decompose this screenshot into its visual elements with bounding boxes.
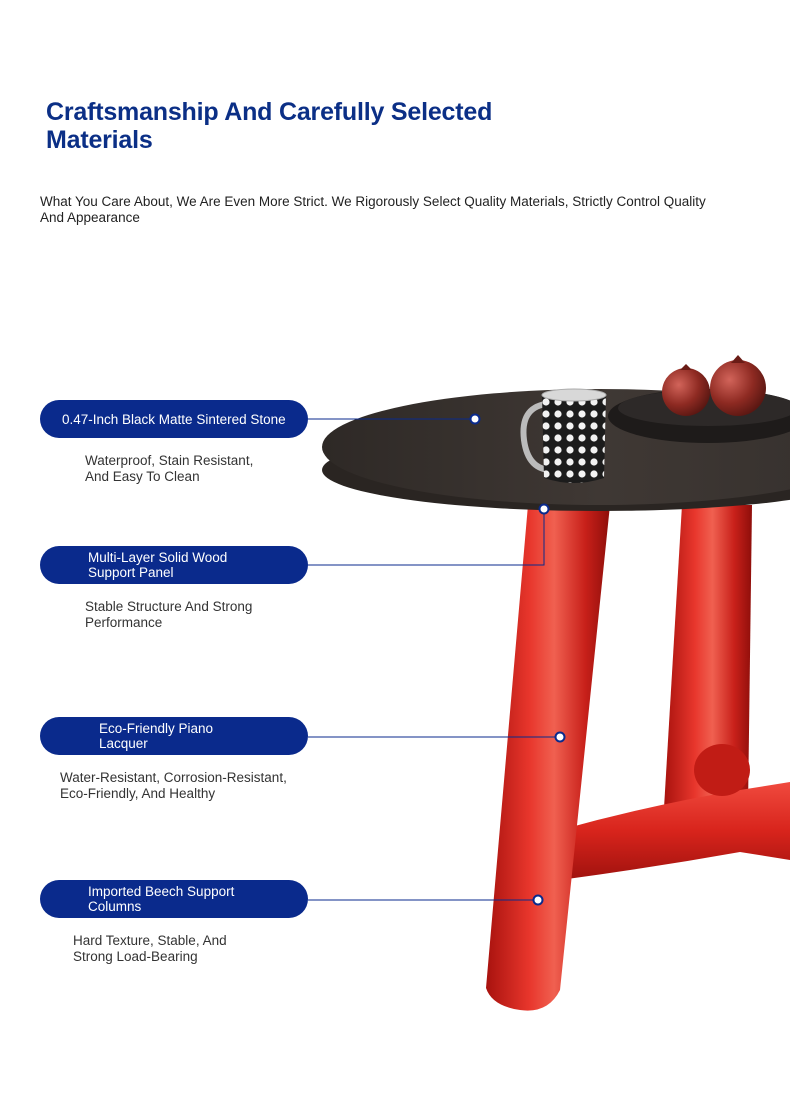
callout-dot bbox=[540, 505, 549, 514]
page-subtitle: What You Care About, We Are Even More Strict. We Rigorously Select Quality Materials, Strictly Control Quality And Appearance bbox=[40, 194, 706, 225]
page-title: Craftsmanship And Carefully Selected Materials bbox=[46, 98, 493, 154]
feature-description: Hard Texture, Stable, And Strong Load-Bearing bbox=[73, 933, 227, 964]
callout-dot bbox=[534, 896, 543, 905]
feature-description: Water-Resistant, Corrosion-Resistant, Eco-Friendly, And Healthy bbox=[60, 770, 287, 801]
feature-pill-support-panel bbox=[40, 546, 308, 584]
feature-label: Eco-Friendly Piano Lacquer bbox=[99, 721, 214, 751]
feature-label: 0.47-Inch Black Matte Sintered Stone bbox=[62, 411, 286, 427]
feature-pill-sintered-stone bbox=[40, 400, 308, 438]
callout-dot bbox=[556, 733, 565, 742]
table-leg-front bbox=[486, 505, 610, 1011]
feature-label: Multi-Layer Solid Wood Support Panel bbox=[88, 550, 228, 580]
pomegranate bbox=[710, 360, 766, 416]
feature-description: Waterproof, Stain Resistant, And Easy To Clean bbox=[85, 453, 254, 484]
feature-pill-beech-columns bbox=[40, 880, 308, 918]
feature-label: Imported Beech Support Columns bbox=[88, 884, 235, 914]
feature-pill-piano-lacquer bbox=[40, 717, 308, 755]
pomegranate bbox=[662, 368, 710, 416]
callout-line bbox=[308, 509, 544, 565]
mug bbox=[542, 395, 606, 483]
callout-dot bbox=[471, 415, 480, 424]
feature-description: Stable Structure And Strong Performance bbox=[85, 599, 253, 630]
